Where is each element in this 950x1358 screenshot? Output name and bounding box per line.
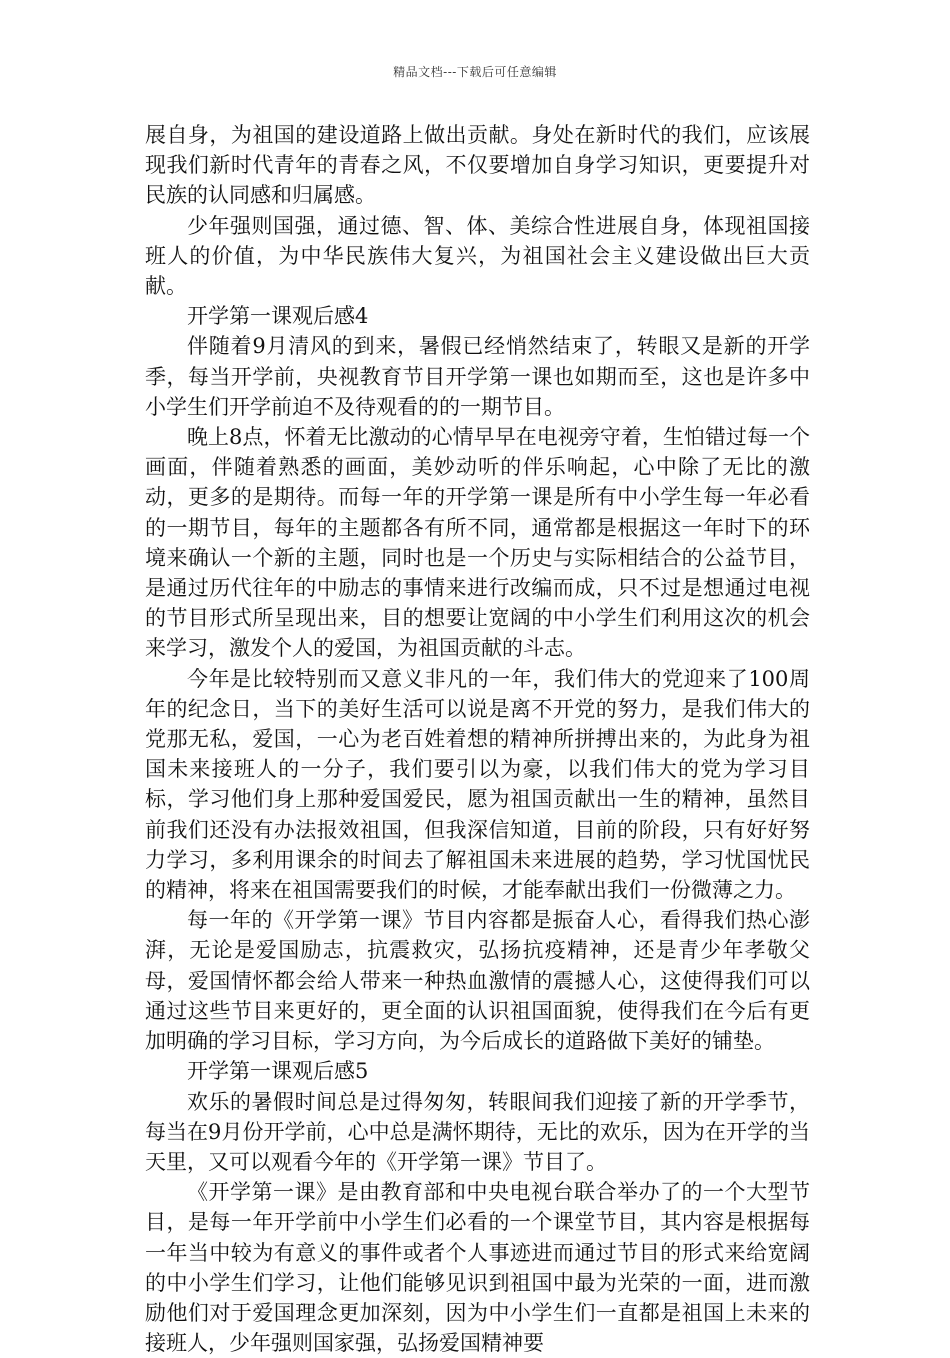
paragraph: 伴随着9月清风的到来，暑假已经悄然结束了，转眼又是新的开学季，每当开学前，央视教育节目开学第一课也如期而至，这也是许多中小学生们开学前迫不及待观看的的一期节目。 xyxy=(145,334,810,419)
page-header: 精品文档---下载后可任意编辑 xyxy=(393,65,557,79)
document-body xyxy=(145,120,810,1356)
paragraph: 欢乐的暑假时间总是过得匆匆，转眼间我们迎接了新的开学季节，每当在9月份开学前，心中总是满怀期待，无比的欢乐，因为在开学的当天里，又可以观看今年的《开学第一课》节目了。 xyxy=(145,1089,810,1174)
paragraph: 每一年的《开学第一课》节目内容都是振奋人心，看得我们热心澎湃，无论是爱国励志，抗震救灾，弘扬抗疫精神，还是青少年孝敬父母，爱国情怀都会给人带来一种热血激情的震撼人心，这使得我们可以通过这些节目来更好的，更全面的认识祖国面貌，使得我们在今后有更加明确的学习目标，学习方向，为今后成长的道路做下美好的铺垫。 xyxy=(145,908,810,1054)
section-heading: 开学第一课观后感5 xyxy=(187,1059,369,1084)
section-heading: 开学第一课观后感4 xyxy=(187,304,369,329)
paragraph: 晚上8点，怀着无比激动的心情早早在电视旁守着，生怕错过每一个画面，伴随着熟悉的画面，美妙动听的伴乐响起，心中除了无比的激动，更多的是期待。而每一年的开学第一课是所有中小学生每一年必看的一期节目，每年的主题都各有所不同，通常都是根据这一年时下的环境来确认一个新的主题，同时也是一个历史与实际相结合的公益节目，是通过历代往年的中励志的事情来进行改编而成，只不过是想通过电视的节目形式所呈现出来，目的想要让宽阔的中小学生们利用这次的机会来学习，激发个人的爱国，为祖国贡献的斗志。 xyxy=(145,425,810,661)
paragraph: 展自身，为祖国的建设道路上做出贡献。身处在新时代的我们，应该展现我们新时代青年的青春之风，不仅要增加自身学习知识，更要提升对民族的认同感和归属感。 xyxy=(145,123,810,208)
paragraph: 《开学第一课》是由教育部和中央电视台联合举办了的一个大型节目，是每一年开学前中小学生们必看的一个课堂节目，其内容是根据每一年当中较为有意义的事件或者个人事迹进而通过节目的形式来给宽阔的中小学生们学习，让他们能够见识到祖国中最为光荣的一面，进而激励他们对于爱国理念更加深刻，因为中小学生们一直都是祖国上未来的接班人，少年强则国家强，弘扬爱国精神要 xyxy=(145,1180,810,1356)
paragraph: 今年是比较特别而又意义非凡的一年，我们伟大的党迎来了100周年的纪念日，当下的美好生活可以说是离不开党的努力，是我们伟大的党那无私，爱国，一心为老百姓着想的精神所拼搏出来的，为此身为祖国未来接班人的一分子，我们要引以为豪，以我们伟大的党为学习目标，学习他们身上那种爱国爱民，愿为祖国贡献出一生的精神，虽然目前我们还没有办法报效祖国，但我深信知道，目前的阶段，只有好好努力学习，多利用课余的时间去了解祖国未来进展的趋势，学习忧国忧民的精神，将来在祖国需要我们的时候，才能奉献出我们一份微薄之力。 xyxy=(145,666,810,903)
paragraph: 少年强则国强，通过德、智、体、美综合性进展自身，体现祖国接班人的价值，为中华民族伟大复兴，为祖国社会主义建设做出巨大贡献。 xyxy=(145,213,810,299)
